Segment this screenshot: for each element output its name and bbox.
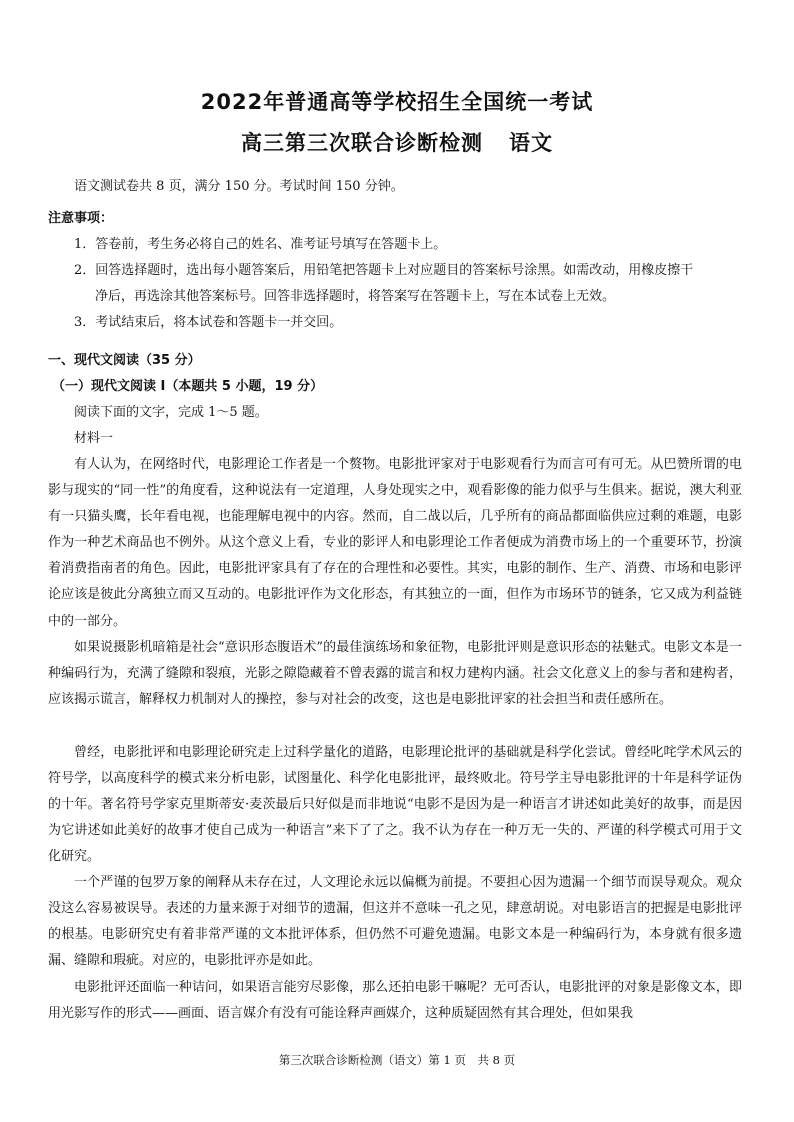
section-heading: 一、现代文阅读（35 分） <box>48 353 201 368</box>
notice-item-3: 3．考试结束后，将本试卷和答题卡一并交回。 <box>74 315 343 330</box>
material-label: 材料一 <box>74 431 114 446</box>
paragraph-1: 有人认为，在网络时代，电影理论工作者是一个赘物。电影批评家对于电影观看行为而言可有可无。从巴赞所谓的电影与现实的“同一性”的角度看，这种说法有一定道理，人身处现实之中，观看影像的能力似乎与生俱来。据说，澳大利亚有一只猫头鹰，长年看电视，也能理解电视中的内容。然而，自二战以后，几乎所有的商品都面临供应过剩的难题，电影作为一种艺术商品也不例外。从这个意义上看，专业的影评人和电影理论工作者便成为消费市场上的一个重要环节，扮演着消费指南者的角色。因此，电影批评家具有了存在的合理性和必要性。其实，电影的制作、生产、消费、市场和电影评论应该是彼此分离独立而又互动的。电影批评作为文化形态，有其独立的一面，但作为市场环节的链条，它又成为利益链中的一部分。 <box>48 457 742 629</box>
exam-title: 2022年普通高等学校招生全国统一考试 <box>200 90 594 114</box>
exam-subject: 语文 <box>509 131 553 155</box>
notice-item-2: 2．回答选择题时，选出每小题答案后，用铅笔把答题卡上对应题目的答案标号涂黑。如需改动，用橡皮擦干 <box>74 263 694 278</box>
paragraph-3: 曾经，电影批评和电影理论研究走上过科学量化的道路，电影理论批评的基础就是科学化尝试。曾经叱咤学术风云的符号学，以高度科学的模式来分析电影，试图量化、科学化电影批评，最终败北。符号学主导电影批评的十年是科学证伪的十年。著名符号学家克里斯蒂安·麦茨最后只好似是而非地说“电影不是因为是一种语言才讲述如此美好的故事，而是因为它讲述如此美好的故事才使自己成为一种语言”来下了了之。我不认为存在一种万无一失的、严谨的科学模式可用于文化研究。 <box>48 745 742 865</box>
notice-item-2-continued: 净后，再选涂其他答案标号。回答非选择题时，将答案写在答题卡上，写在本试卷上无效。 <box>95 289 616 304</box>
paragraph-2: 如果说摄影机暗箱是社会“意识形态腹语术”的最佳演练场和象征物，电影批评则是意识形态的祛魅式。电影文本是一种编码行为，充满了缝隙和裂痕，光影之隙隐藏着不曾表露的谎言和权力建构内涵。社会文化意义上的参与者和建构者，应该揭示谎言，解释权力机制对人的操控，参与对社会的改变，这也是电影批评家的社会担当和责任感所在。 <box>48 640 742 708</box>
exam-subtitle-row <box>0 127 794 157</box>
section-subheading: （一）现代文阅读 Ⅰ（本题共 5 小题，19 分） <box>52 379 324 394</box>
paragraph-5: 电影批评还面临一种诘问，如果语言能穷尽影像，那么还拍电影干嘛呢？无可否认，电影批评的对象是影像文本，即用光影写作的形式——画面、语言媒介有没有可能诠释声画媒介，这种质疑固然有其合理处，但如果我 <box>48 980 742 1022</box>
paragraph-4: 一个严谨的包罗万象的阐释从未存在过，人文理论永远以偏概为前提。不要担心因为遗漏一个细节而误导观众。观众没这么容易被误导。表述的力量来源于对细节的遗漏，但这并不意味一孔之见，肆意胡说。对电影语言的把握是电影批评的根基。电影研究史有着非常严谨的文本批评体系，但仍然不可避免遗漏。电影文本是一种编码行为，本身就有很多遗漏、缝隙和瑕疵。对应的，电影批评亦是如此。 <box>48 875 742 969</box>
reading-instruction: 阅读下面的文字，完成 1～5 题。 <box>74 405 268 420</box>
notice-heading: 注意事项： <box>48 211 114 226</box>
page-footer: 第三次联合诊断检测（语文）第 1 页 共 8 页 <box>278 1053 516 1067</box>
exam-subtitle: 高三第三次联合诊断检测 <box>241 131 483 155</box>
exam-intro: 语文测试卷共 8 页，满分 150 分。考试时间 150 分钟。 <box>74 179 404 194</box>
notice-item-1: 1．答卷前，考生务必将自己的姓名、准考证号填写在答题卡上。 <box>74 237 447 252</box>
